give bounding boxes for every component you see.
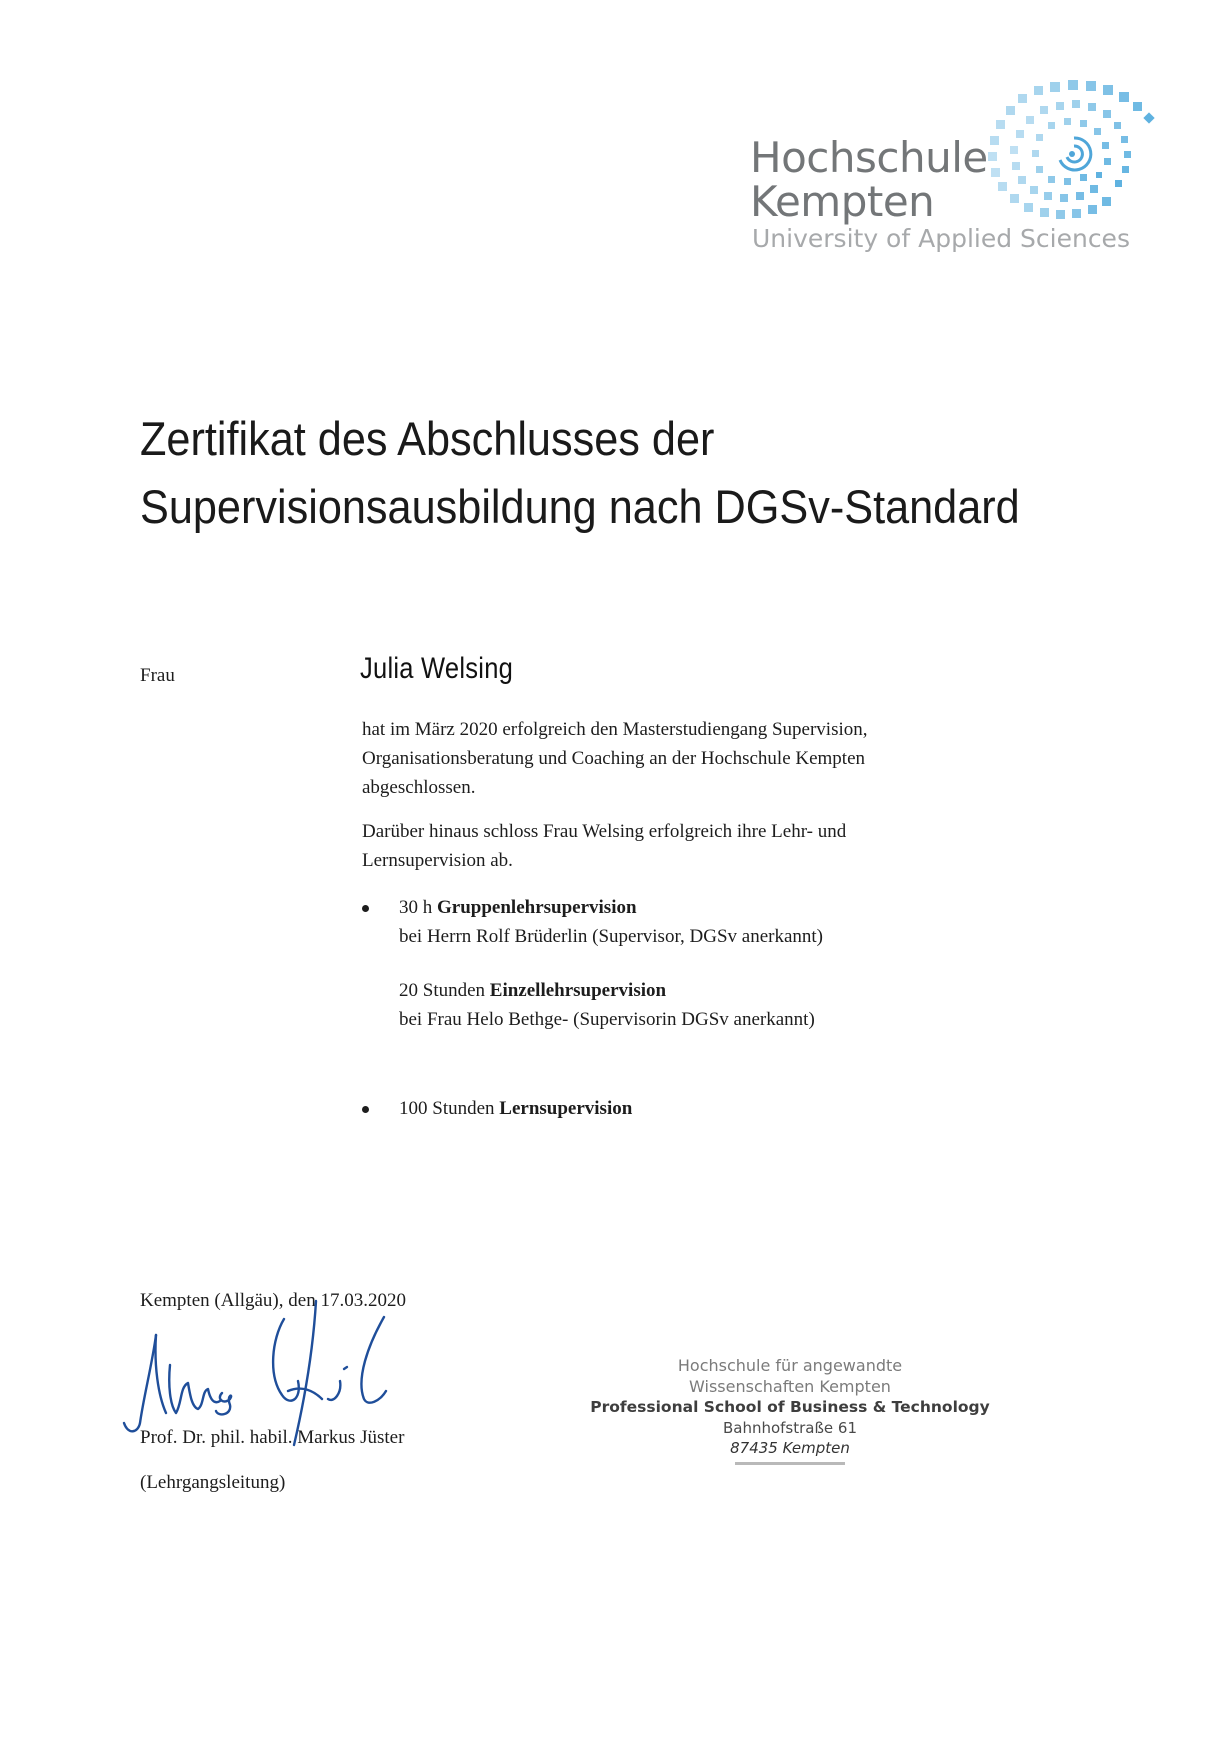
spiral-squares-icon	[988, 78, 1160, 228]
certificate-title	[140, 405, 1020, 541]
bullet-prefix: 20 Stunden	[399, 980, 490, 1001]
stamp-line4: Bahnhofstraße 61	[722, 1419, 858, 1437]
title-line1: Zertifikat des Abschlusses der	[140, 412, 715, 465]
logo-name-line1: Hochschule	[750, 133, 988, 182]
logo-name-line2: Kempten	[750, 177, 935, 226]
bullet-individual-supervision	[399, 976, 815, 1034]
bullet-title	[399, 976, 815, 1005]
stamp-underline	[735, 1462, 845, 1465]
stamp-line2: Wissenschaften Kempten	[689, 1377, 891, 1396]
bullet-title	[399, 1094, 632, 1123]
supervision-paragraph	[362, 817, 846, 875]
bullet-bold: Einzellehrsupervision	[489, 980, 667, 1001]
bullet-learning-supervision	[362, 1094, 632, 1123]
stamp-line3: Professional School of Business & Technology	[590, 1398, 990, 1416]
bullet-detail: bei Herrn Rolf Brüderlin (Supervisor, DGSv anerkannt)	[399, 926, 824, 947]
bullet-title	[399, 893, 823, 922]
bullet-bold: Lernsupervision	[499, 1098, 633, 1119]
bullet-dot-icon	[362, 1106, 369, 1113]
stamp-line5: 87435 Kempten	[730, 1439, 850, 1457]
place-date: Kempten (Allgäu), den 17.03.2020	[140, 1290, 406, 1311]
completion-paragraph	[362, 715, 868, 802]
bullet-dot-icon	[362, 905, 369, 912]
recipient-name: Julia Welsing	[360, 652, 514, 685]
bullet-detail: bei Frau Helo Bethge- (Supervisorin DGSv anerkannt)	[399, 1009, 815, 1030]
paragraph-line: Lernsupervision ab.	[362, 850, 513, 871]
salutation: Frau	[140, 665, 175, 686]
bullet-bold: Gruppenlehrsupervision	[437, 897, 637, 918]
paragraph-line: hat im März 2020 erfolgreich den Masterstudiengang Supervision,	[362, 719, 868, 740]
paragraph-line: Organisationsberatung und Coaching an der Hochschule Kempten	[362, 748, 866, 769]
stamp-line1: Hochschule für angewandte	[677, 1356, 903, 1375]
signer-role: (Lehrgangsleitung)	[140, 1472, 286, 1493]
bullet-prefix: 100 Stunden	[399, 1098, 500, 1119]
logo-subtitle: University of Applied Sciences	[752, 224, 1130, 253]
bullet-group-supervision	[362, 893, 823, 951]
paragraph-line: abgeschlossen.	[362, 777, 476, 798]
university-logo	[750, 78, 1160, 268]
paragraph-line: Darüber hinaus schloss Frau Welsing erfolgreich ihre Lehr- und	[362, 821, 847, 842]
institution-stamp	[590, 1355, 990, 1465]
signer-name: Prof. Dr. phil. habil. Markus Jüster	[140, 1427, 405, 1448]
bullet-prefix: 30 h	[399, 897, 437, 918]
title-line2: Supervisionsausbildung nach DGSv-Standard	[140, 480, 1020, 533]
handwritten-signature-icon	[118, 1295, 438, 1455]
logo-name	[750, 133, 988, 226]
